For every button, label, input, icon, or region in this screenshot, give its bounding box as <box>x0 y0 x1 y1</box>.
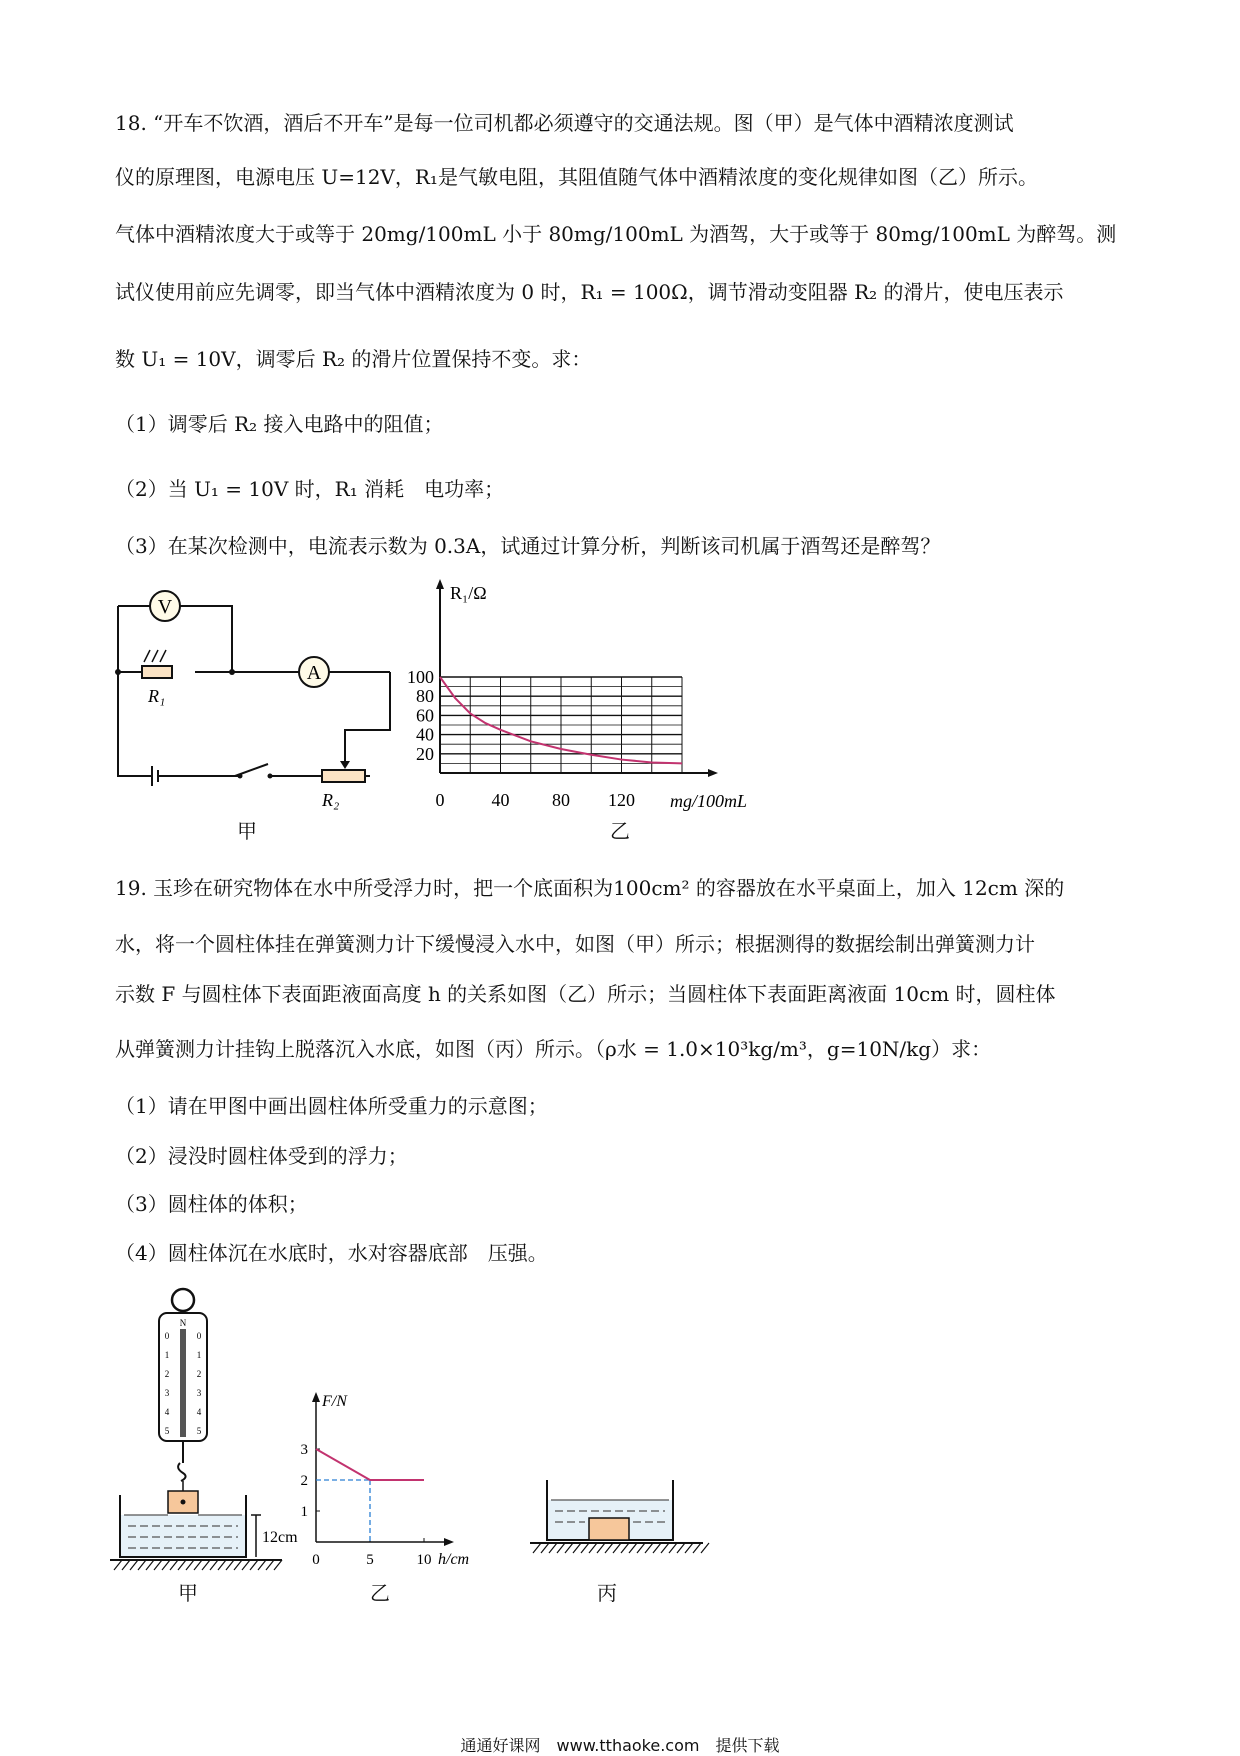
spring-scale-figure <box>110 1285 300 1575</box>
scale-mark-left: 0 <box>164 1331 170 1341</box>
chart1-y-tick-label: 100 <box>407 667 434 687</box>
chart1-x-arrow-icon <box>708 769 718 777</box>
sensor-arrows-icon <box>144 650 166 662</box>
circuit-diagram <box>100 580 420 840</box>
r2-label: R₂ <box>322 790 340 810</box>
scale-mark-right: 1 <box>196 1350 202 1360</box>
chart1-x-tick-label: 80 <box>552 790 570 810</box>
chart1-y-tick-label: 20 <box>416 743 434 764</box>
fig-c-caption: 丙 <box>597 1581 617 1605</box>
scale-unit: N <box>179 1318 187 1328</box>
chart1-x-tick-label: 120 <box>608 790 635 810</box>
chart2-x-tick-label: 0 <box>312 1552 320 1568</box>
scale-ring-icon <box>172 1289 194 1311</box>
chart1-y-tick-label: 60 <box>416 705 434 726</box>
circuit-caption: 甲 <box>237 819 257 843</box>
ammeter-label: A <box>306 662 322 684</box>
voltmeter-label: V <box>157 596 173 618</box>
r1-label: R₁ <box>148 686 166 706</box>
sunken-cylinder-figure <box>525 1460 705 1560</box>
chart1-y-arrow-icon <box>436 579 444 589</box>
q19-line-3: 示数 F 与圆柱体下表面距液面高度 h 的关系如图（乙）所示；当圆柱体下表面距离液面 10cm 时，圆柱体 <box>115 982 1056 1006</box>
chart2-x-tick-label: 10 <box>416 1552 432 1568</box>
q19-line-4: 从弹簧测力计挂钩上脱落沉入水底，如图（丙）所示。（ρ水 = 1.0×10³kg/m³，g=10N/kg）求： <box>115 1037 992 1061</box>
rheostat-r2 <box>322 770 365 782</box>
scale-mark-right: 2 <box>196 1369 202 1379</box>
sunken-cylinder <box>589 1518 629 1540</box>
chart2-y-tick-label: 1 <box>300 1504 308 1520</box>
q19-line-1: 19. 玉珍在研究物体在水中所受浮力时，把一个底面积为100cm² 的容器放在水平桌面上，加入 12cm 深的 <box>115 876 1065 900</box>
chart2-series-line <box>316 1449 424 1480</box>
scale-mark-right: 3 <box>196 1388 202 1398</box>
scale-mark-left: 2 <box>164 1369 170 1379</box>
chart2-y-arrow-icon <box>312 1392 320 1402</box>
chart2-y-tick-label: 2 <box>300 1473 308 1489</box>
chart2-x-arrow-icon <box>444 1538 454 1546</box>
q18-line-2: 仪的原理图，电源电压 U=12V，R₁是气敏电阻，其阻值随气体中酒精浓度的变化规律如图（乙）所示。 <box>115 165 1038 189</box>
q19-sub-4: （4）圆柱体沉在水底时，水对容器底部 压强。 <box>115 1241 548 1265</box>
gas-sensor-resistor <box>142 666 172 678</box>
q18-sub-2: （2）当 U₁ = 10V 时，R₁ 消耗 电功率； <box>115 477 505 501</box>
water <box>120 1515 246 1557</box>
scale-mark-right: 0 <box>196 1331 202 1341</box>
scale-mark-left: 1 <box>164 1350 170 1360</box>
battery-symbol <box>152 766 158 786</box>
force-height-chart <box>290 1390 500 1570</box>
footer: 通通好课网 www.tthaoke.com 提供下载 <box>460 1736 780 1755</box>
chart1-x-tick-label: 0 <box>435 790 445 810</box>
r1-concentration-chart <box>407 575 840 811</box>
chart1-ylabel: R₁/Ω <box>450 583 487 603</box>
q19-sub-3: （3）圆柱体的体积； <box>115 1192 308 1216</box>
q18-line-1: 18. “开车不饮酒，酒后不开车”是每一位司机都必须遵守的交通法规。图（甲）是气体中酒精浓度测试 <box>115 111 1014 135</box>
chart2-xlabel: h/cm <box>438 1551 470 1568</box>
chart1-x-tick-label: 40 <box>491 790 510 810</box>
chart1-xlabel: mg/100mL <box>670 791 748 811</box>
depth-label: 12cm <box>262 1529 298 1546</box>
chart2-x-tick-label: 5 <box>366 1552 374 1568</box>
chart2-ylabel: F/N <box>322 1393 347 1410</box>
scale-mark-left: 4 <box>164 1407 170 1417</box>
fig-a-caption: 甲 <box>178 1581 198 1605</box>
q19-sub-1: （1）请在甲图中画出圆柱体所受重力的示意图； <box>115 1094 548 1118</box>
fig-b-caption: 乙 <box>370 1581 390 1605</box>
chart1-caption: 乙 <box>610 819 630 843</box>
chart2-y-tick-label: 3 <box>300 1442 308 1458</box>
q18-sub-3: （3）在某次检测中，电流表示数为 0.3A，试通过计算分析，判断该司机属于酒驾还是醉驾？ <box>115 534 941 558</box>
q18-line-3: 气体中酒精浓度大于或等于 20mg/100mL 小于 80mg/100mL 为酒驾，大于或等于 80mg/100mL 为醉驾。测 <box>115 222 1117 246</box>
scale-mark-left: 3 <box>164 1388 170 1398</box>
q18-line-5: 数 U₁ = 10V，调零后 R₂ 的滑片位置保持不变。求： <box>115 347 592 371</box>
q18-sub-1: （1）调零后 R₂ 接入电路中的阻值； <box>115 412 444 436</box>
q19-sub-2: （2）浸没时圆柱体受到的浮力； <box>115 1144 408 1168</box>
scale-mark-right: 4 <box>196 1407 202 1417</box>
chart1-y-tick-label: 80 <box>416 686 434 707</box>
chart1-y-tick-label: 40 <box>416 724 434 745</box>
scale-mark-right: 5 <box>196 1426 202 1436</box>
scale-mark-left: 5 <box>164 1426 170 1436</box>
q19-line-2: 水，将一个圆柱体挂在弹簧测力计下缓慢浸入水中，如图（甲）所示；根据测得的数据绘制出弹簧测力计 <box>115 932 1035 956</box>
q18-line-4: 试仪使用前应先调零，即当气体中酒精浓度为 0 时，R₁ = 100Ω，调节滑动变阻器 R₂ 的滑片，使电压表示 <box>115 280 1064 304</box>
hook-icon <box>178 1463 185 1481</box>
